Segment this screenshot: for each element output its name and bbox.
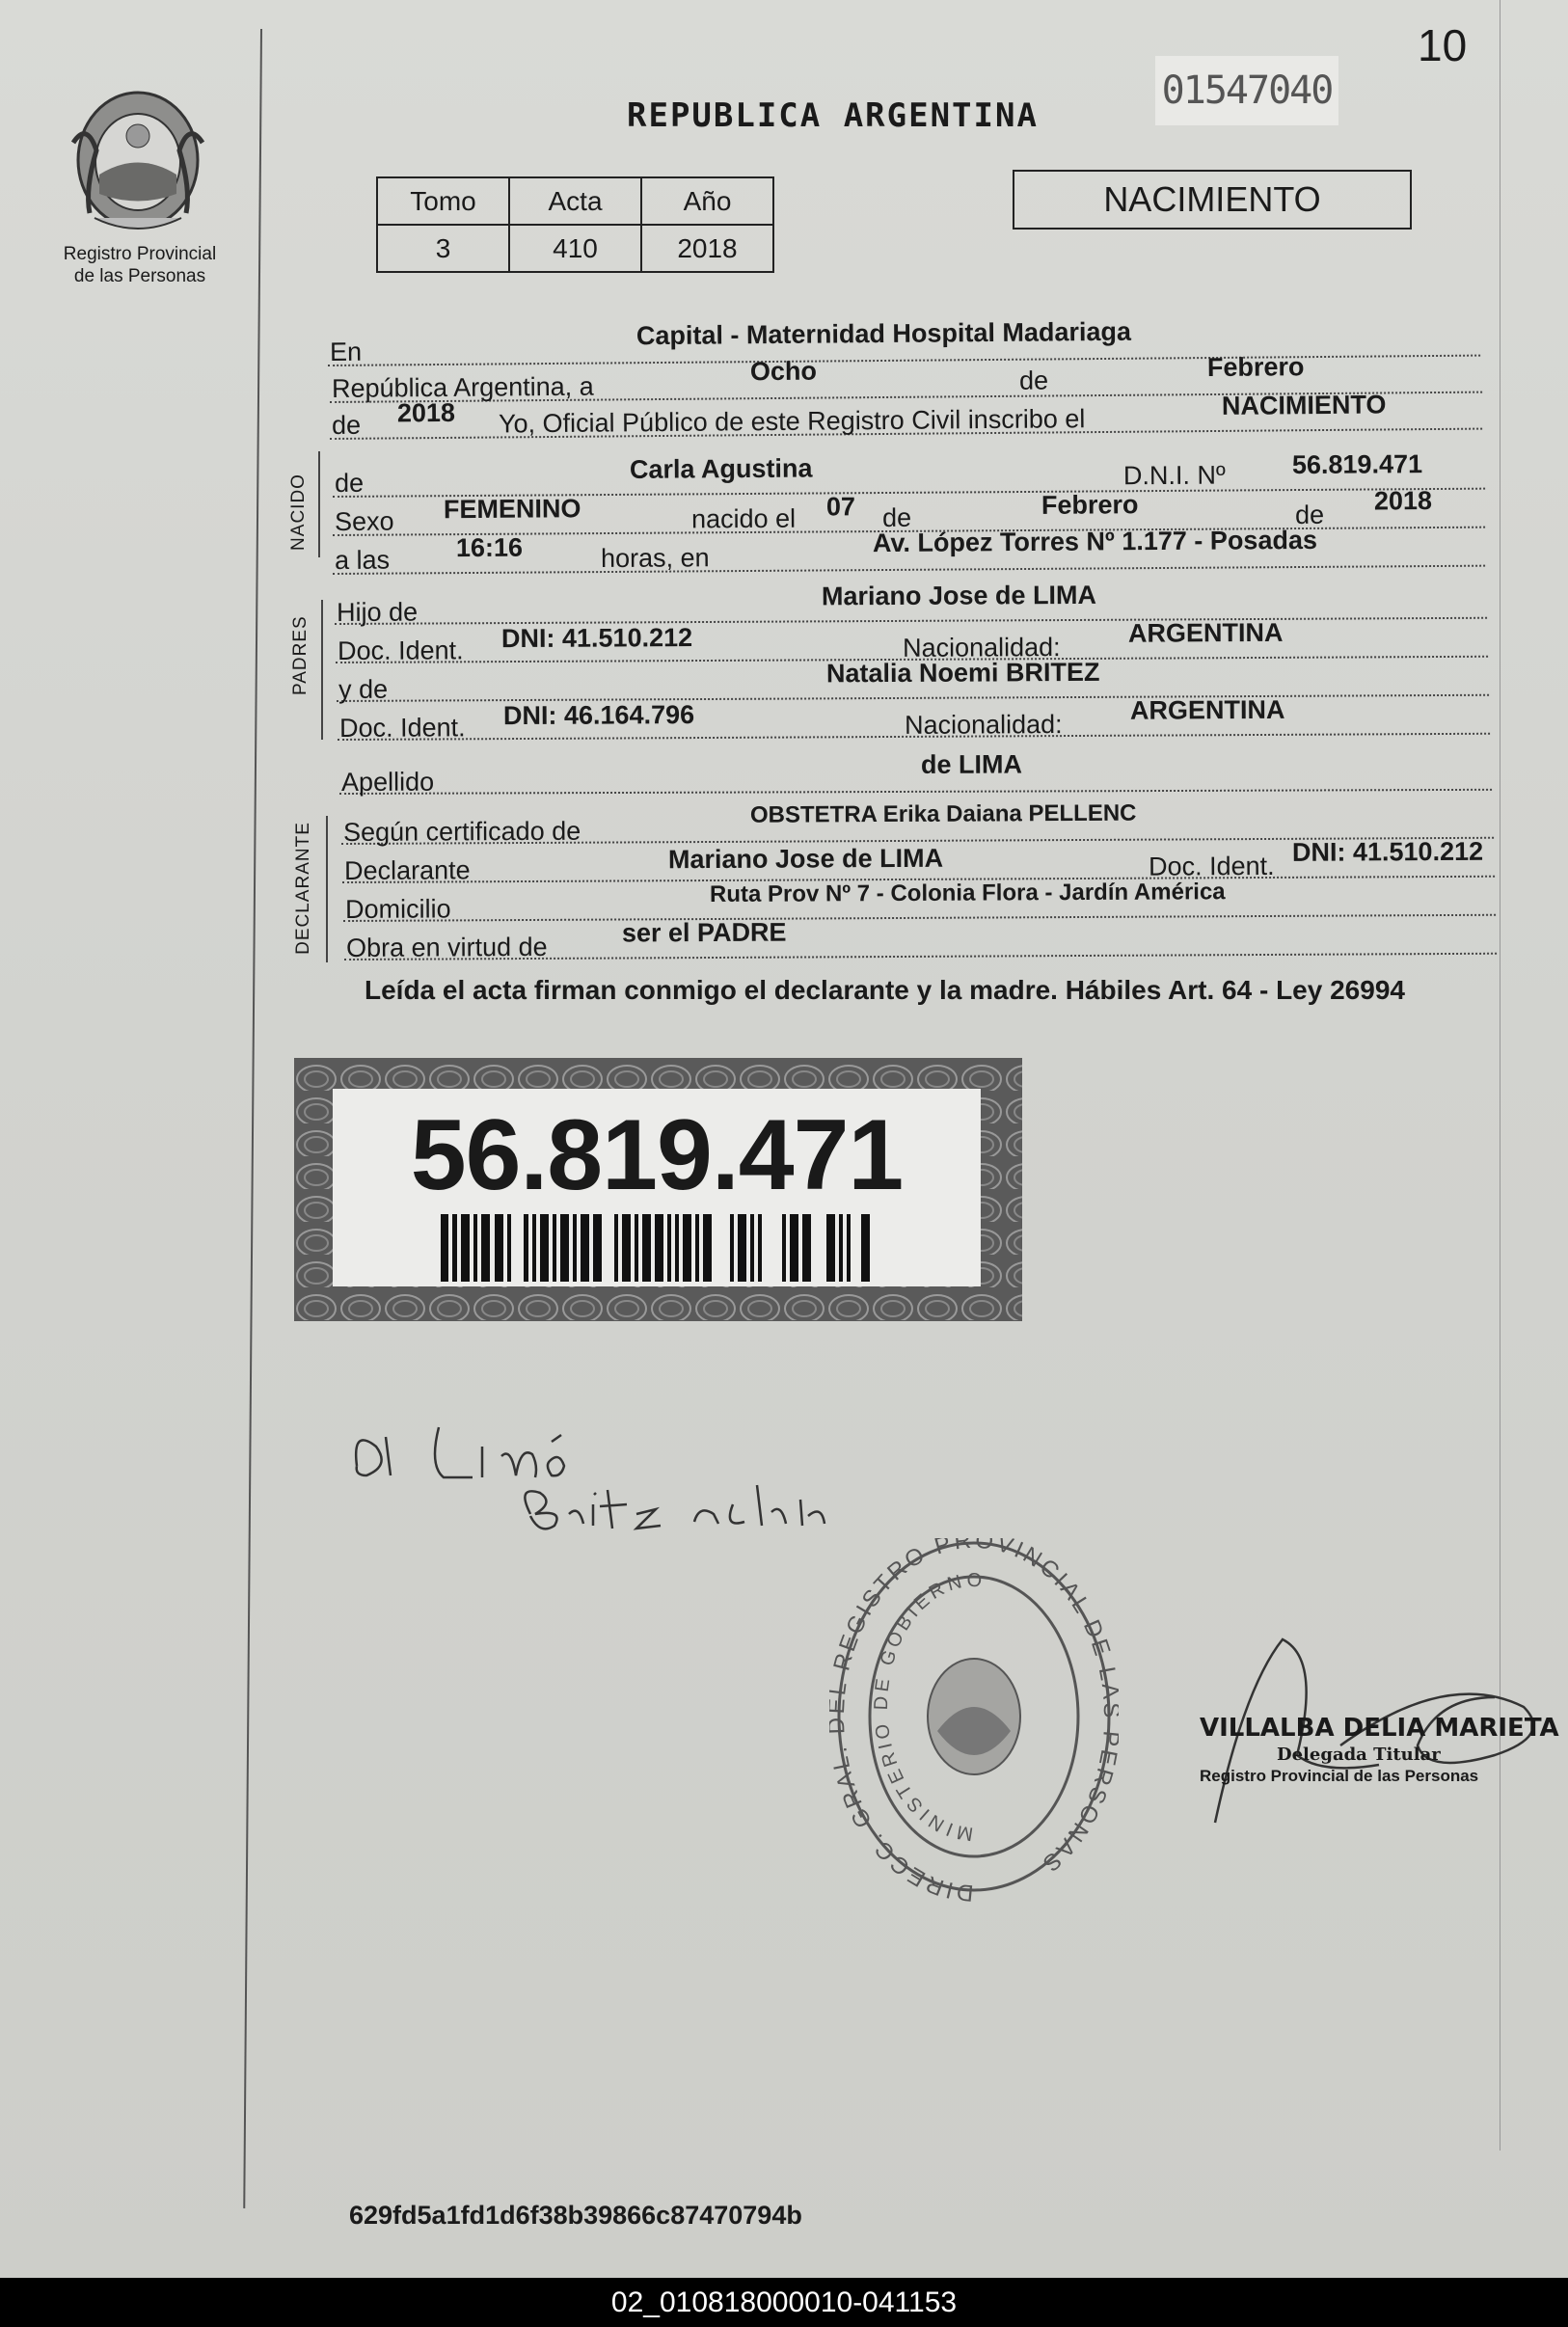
row-hijo-de — [335, 582, 1487, 625]
value-month: Febrero — [1206, 352, 1305, 383]
label-mother-doc: Doc. Ident. — [338, 713, 466, 743]
value-declarante-name: Mariano Jose de LIMA — [667, 843, 944, 875]
caption-line-2: de las Personas — [73, 266, 206, 286]
barcode-panel — [333, 1089, 981, 1286]
value-anio: 2018 — [641, 225, 773, 272]
label-dni: D.N.I. Nº — [1122, 460, 1226, 491]
barcode-card — [294, 1058, 1022, 1321]
caption-line-1: Registro Provincial — [63, 244, 217, 264]
label-obra: Obra en virtud de — [345, 932, 548, 962]
label-sexo: Sexo — [334, 506, 394, 536]
row-father-doc — [336, 617, 1488, 665]
label-de-month: de — [881, 502, 912, 533]
row-nombre — [333, 449, 1485, 498]
label-declarante-doc: Doc. Ident. — [1148, 851, 1275, 881]
stamp-inner-text: MINISTERIO DE GOBIERNO — [870, 1569, 987, 1845]
value-dni: 56.819.471 — [1291, 449, 1423, 480]
value-sexo: FEMENINO — [443, 494, 581, 525]
page-number: 10 — [1418, 20, 1468, 70]
label-y-de: y de — [338, 674, 389, 704]
footer-id-bar — [0, 2278, 1568, 2327]
label-a-las: a las — [334, 545, 391, 575]
registry-table — [376, 176, 774, 273]
header-acta: Acta — [509, 177, 641, 225]
section-label-declarante: DECLARANTE — [293, 822, 313, 955]
row-y-de — [337, 657, 1489, 704]
row-declarante — [342, 836, 1495, 885]
row-obra — [344, 918, 1497, 961]
value-place: Capital - Maternidad Hospital Madariaga — [635, 316, 1132, 351]
value-name: Carla Agustina — [629, 453, 813, 484]
province-seal-logo — [66, 83, 210, 242]
row-mother-doc — [338, 694, 1490, 743]
section-label-padres: PADRES — [290, 615, 311, 695]
value-time: 16:16 — [455, 532, 524, 563]
registry-table-values — [377, 225, 773, 272]
value-birth-month: Febrero — [1041, 490, 1139, 520]
padres-bracket — [321, 600, 323, 740]
value-father-nationality: ARGENTINA — [1127, 617, 1284, 648]
value-acta: 410 — [509, 225, 641, 272]
margin-line — [243, 29, 262, 2208]
label-de-name: de — [334, 468, 365, 498]
value-birth-day: 07 — [825, 492, 856, 522]
official-title: Delegada Titular — [1277, 1744, 1441, 1765]
official-stamp — [829, 1538, 1119, 1909]
row-apellido — [339, 749, 1492, 797]
label-father-nationality: Nacionalidad: — [902, 633, 1061, 663]
label-declarante: Declarante — [343, 855, 471, 885]
official-name: VILLALBA DELIA MARIETA — [1200, 1714, 1559, 1743]
serial-number: 01547040 — [1155, 56, 1338, 125]
stamp-outer-text: DIRECC. GRAL REGISTRO PROVINCIAL DE RSONAS — [829, 1538, 1119, 1905]
label-mother-nationality: Nacionalidad: — [904, 710, 1063, 740]
value-certificado: OBSTETRA Erika Daiana PELLENC — [749, 799, 1137, 828]
value-apellido: de LIMA — [920, 749, 1023, 779]
handwritten-signatures — [347, 1408, 906, 1548]
legal-text: Leída el acta firman conmigo el declarante y la madre. Hábiles Art. 64 - Ley 26994 — [365, 975, 1405, 1005]
label-de: de — [1018, 365, 1049, 395]
label-domicilio: Domicilio — [344, 894, 451, 924]
nacido-bracket — [318, 451, 320, 557]
value-day-words: Ocho — [749, 356, 818, 387]
barcode-bars — [441, 1214, 873, 1282]
document-title: REPUBLICA ARGENTINA — [627, 96, 1039, 135]
label-republica: República Argentina, a — [331, 371, 594, 403]
header-tomo: Tomo — [377, 177, 509, 225]
value-declarante-doc: DNI: 41.510.212 — [1291, 836, 1484, 867]
value-father-name: Mariano Jose de LIMA — [821, 580, 1097, 611]
document-hash: 629fd5a1fd1d6f38b39866c87470794b — [349, 2201, 802, 2230]
label-en: En — [329, 337, 363, 366]
value-father-doc: DNI: 41.510.212 — [500, 623, 693, 654]
label-horas-en: horas, en — [600, 543, 710, 574]
label-oficial: Yo, Oficial Público de este Registro Civil inscribo el — [498, 404, 1086, 439]
official-office: Registro Provincial de las Personas — [1200, 1767, 1479, 1785]
value-domicilio: Ruta Prov Nº 7 - Colonia Flora - Jardín América — [709, 879, 1226, 908]
official-block — [1200, 1713, 1559, 1786]
value-obra: ser el PADRE — [621, 917, 787, 948]
record-type-box: NACIMIENTO — [1013, 170, 1412, 230]
value-mother-name: Natalia Noemi BRITEZ — [825, 657, 1100, 689]
declarante-bracket — [326, 816, 328, 962]
value-birthplace: Av. López Torres Nº 1.177 - Posadas — [872, 525, 1318, 558]
label-nacido-el: nacido el — [690, 503, 797, 534]
value-mother-nationality: ARGENTINA — [1129, 694, 1285, 725]
header-anio: Año — [641, 177, 773, 225]
label-hijo-de: Hijo de — [336, 597, 419, 627]
row-domicilio — [343, 879, 1496, 922]
label-certificado: Según certificado de — [342, 816, 581, 847]
section-label-nacido: NACIDO — [288, 474, 309, 551]
label-apellido: Apellido — [340, 767, 435, 797]
barcode-number: 56.819.471 — [410, 1099, 904, 1211]
label-father-doc: Doc. Ident. — [337, 636, 464, 665]
value-birth-year: 2018 — [1373, 486, 1433, 516]
value-year: 2018 — [396, 397, 456, 428]
label-de-year: de — [331, 410, 362, 440]
value-mother-doc: DNI: 46.164.796 — [502, 700, 695, 731]
label-de-year2: de — [1294, 500, 1325, 530]
registry-caption — [39, 243, 241, 287]
registry-table-header — [377, 177, 773, 225]
row-hora — [333, 525, 1485, 575]
value-tomo: 3 — [377, 225, 509, 272]
signature-scribble — [347, 1408, 906, 1543]
footer-id: 02_010818000010-041153 — [610, 2286, 958, 2318]
value-event: NACIMIENTO — [1221, 390, 1387, 420]
